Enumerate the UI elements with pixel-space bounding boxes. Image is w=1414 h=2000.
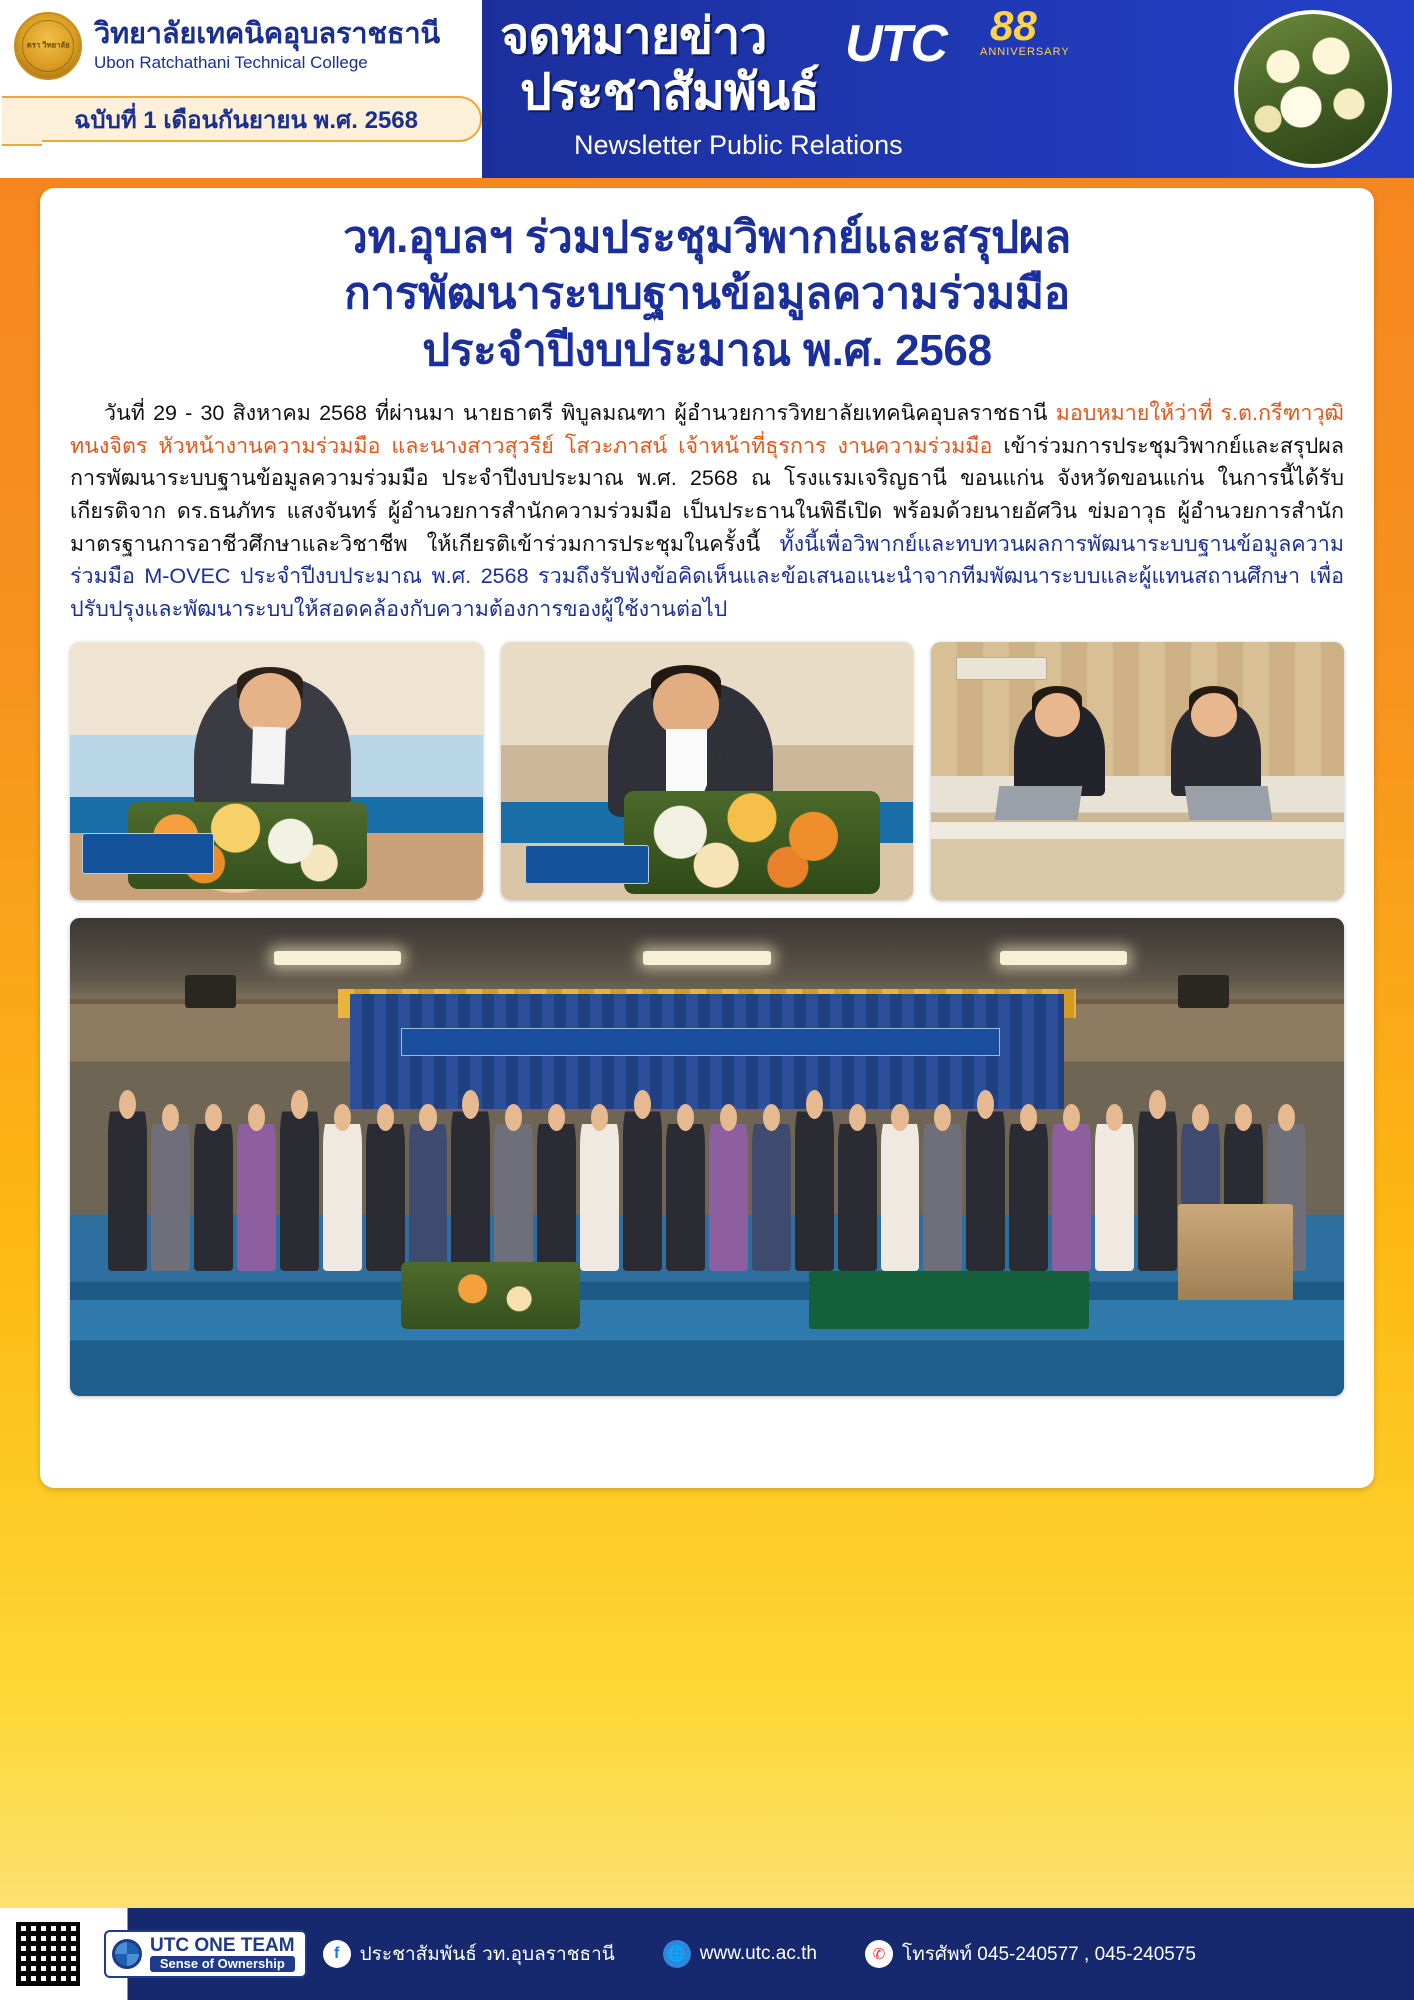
photo4-attendee: [1009, 1104, 1048, 1271]
footer-contact-bar: [104, 1930, 1398, 1978]
photo3-person-a-head: [1035, 693, 1080, 737]
photo4-ceiling-light-3: [1000, 951, 1127, 965]
photo4-ceiling-light-1: [274, 951, 401, 965]
masthead-title-th-line2: ประชาสัมพันธ์: [520, 64, 819, 120]
photo4-green-table-cloth: [809, 1271, 1089, 1328]
body-segment-4-highlight: ทั้งนี้เพื่อวิพากย์และทบทวนผลการพัฒนาระบบฐานข้อมูลความร่วมมือ M-OVEC ประจำปีงบประมาณ พ.ศ. 2568 รวมถึงรับฟังข้อคิดเห็นและข้อเสนอแนะนำจากทีมพัฒนาระบบและผู้แทนสถานศึกษา เพื่อปรับปรุงและพัฒนาระบบให้สอดคล้องกับความต้องการของผู้ใช้งานต่อไป: [70, 531, 1344, 621]
qr-code-icon[interactable]: [14, 1920, 82, 1988]
photo4-attendee: [1052, 1104, 1091, 1271]
photo4-group-of-attendees: [108, 1090, 1306, 1272]
facebook-contact[interactable]: [323, 1939, 615, 1969]
photo4-attendee: [1138, 1090, 1177, 1272]
photo4-podium: [1178, 1204, 1293, 1309]
masthead-title-en: Newsletter Public Relations: [574, 130, 903, 160]
one-team-text: [150, 1936, 295, 1972]
college-names: [94, 19, 440, 73]
photo3-wall-sign: [956, 657, 1047, 680]
photo4-attendee: [666, 1104, 705, 1271]
facebook-icon: f: [323, 1940, 351, 1968]
body-segment-3: เข้าร่วมการประชุมวิพากย์และสรุปผลการพัฒนาระบบฐานข้อมูลความร่วมมือ ประจำปีงบประมาณ พ.ศ. 2568 ณ โรงแรมเจริญธานี ขอนแก่น จังหวัดขอนแก่น ในการนี้ได้รับเกียรติจาก ดร.ธนภัทร แสงจันทร์ ผู้อำนวยการสำนักความร่วมมือ เป็นประธานในพิธีเปิด พร้อมด้วยนายอัศวิน ข่มอาวุธ ผู้อำนวยการสำนักมาตรฐานการอาชีวศึกษาและวิชาชีพ ให้เกียรติเข้าร่วมการประชุมในครั้งนี้: [70, 433, 1344, 556]
headline-line-1: วท.อุบลฯ ร่วมประชุมวิพากย์และสรุปผล: [343, 213, 1071, 262]
photo3-table: [931, 822, 1344, 899]
photo4-attendee: [709, 1104, 748, 1271]
utc-anniversary-label: ANNIVERSARY: [980, 46, 1070, 58]
photo4-attendee: [194, 1104, 233, 1271]
page-title: [70, 210, 1344, 379]
photo2-flower-arrangement: [624, 791, 880, 894]
newsletter-footer: [0, 1908, 1414, 2000]
photo4-attendee: [580, 1104, 619, 1271]
one-team-subtitle: Sense of Ownership: [150, 1956, 295, 1972]
utc-one-team-badge: [104, 1930, 307, 1978]
college-name-th: วิทยาลัยเทคนิคอุบลราชธานี: [94, 17, 441, 50]
college-seal-label: ตรา วิทยาลัย: [26, 41, 70, 50]
phone-label: โทรศัพท์ 045-240577 , 045-240575: [901, 1943, 1197, 1965]
gear-icon: [112, 1939, 142, 1969]
utc-logo-text: UTC: [845, 15, 946, 73]
photo4-attendee: [881, 1104, 920, 1271]
phone-contact: [865, 1939, 1196, 1969]
headline-line-3: ประจำปีงบประมาณ พ.ศ. 2568: [422, 325, 992, 375]
photo4-attendee: [1095, 1104, 1134, 1271]
college-name-en: Ubon Ratchathani Technical College: [94, 52, 368, 72]
headline-line-2: การพัฒนาระบบฐานข้อมูลความร่วมมือ: [344, 269, 1070, 319]
photo4-attendee: [537, 1104, 576, 1271]
photo4-attendee: [409, 1104, 448, 1271]
photo3-laptop-right: [1185, 786, 1272, 820]
one-team-title: UTC ONE TEAM: [150, 1935, 295, 1957]
college-logo-row: [14, 12, 482, 80]
photo4-attendee: [752, 1104, 791, 1271]
masthead-title-th-line1: จดหมายข่าว: [500, 8, 767, 64]
photo4-attendee: [237, 1104, 276, 1271]
globe-icon: 🌐: [663, 1940, 691, 1968]
header-masthead: [470, 0, 1414, 178]
photo1-person-shirt: [251, 726, 286, 784]
header-identity-block: [0, 0, 482, 178]
photo2-person-shirt: [666, 729, 707, 791]
photo4-attendee: [323, 1104, 362, 1271]
photo2-nameplate: [525, 845, 649, 884]
photo-speaker-podium: [501, 642, 914, 900]
newsletter-header: [0, 0, 1414, 178]
photo4-attendee: [623, 1090, 662, 1272]
photo3-person-b-head: [1191, 693, 1236, 737]
photo1-person-head: [239, 673, 301, 735]
photo4-attendee: [108, 1090, 147, 1272]
facebook-label: ประชาสัมพันธ์ วท.อุบลราชธานี: [359, 1943, 615, 1965]
photo4-attendee: [795, 1090, 834, 1272]
photo4-attendee: [280, 1090, 319, 1272]
body-segment-1: วันที่ 29 - 30 สิงหาคม 2568 ที่ผ่านมา นายธาตรี พิบูลมณฑา ผู้อำนวยการวิทยาลัยเทคนิคอุบลราชธานี: [104, 400, 1056, 425]
photo1-nameplate: [82, 833, 214, 874]
photo4-attendee: [151, 1104, 190, 1271]
college-seal-icon: [14, 12, 82, 80]
photo-director-opening: [70, 642, 483, 900]
photo4-attendee: [366, 1104, 405, 1271]
body-segment-2-highlight: มอบหมายให้ว่าที่ ร.ต.กรีฑาวุฒิ ทนงจิตร หัวหน้างานความร่วมมือ และนางสาวสุวรีย์ โสวะภาสน์ เจ้าหน้าที่ธุรการ งานความร่วมมือ: [70, 400, 1344, 458]
photo4-attendee: [838, 1104, 877, 1271]
utc-anniversary-number: 88: [990, 2, 1037, 49]
photo4-table-flowers: [401, 1262, 579, 1329]
photo4-ceiling-light-2: [643, 951, 770, 965]
photo4-event-banner: [401, 1028, 1000, 1057]
website-contact[interactable]: [663, 1940, 817, 1968]
photo4-attendee: [451, 1090, 490, 1272]
photo4-attendee: [966, 1090, 1005, 1272]
photo4-speaker-left: [185, 975, 236, 1008]
issue-badge: ฉบับที่ 1 เดือนกันยายน พ.ศ. 2568: [14, 96, 482, 142]
photo-group-conference: [70, 918, 1344, 1396]
article-body: [70, 397, 1344, 626]
photo-row: [70, 642, 1344, 900]
photo4-attendee: [923, 1104, 962, 1271]
photo-staff-laptops: [931, 642, 1344, 900]
photo4-attendee: [494, 1104, 533, 1271]
photo4-speaker-right: [1178, 975, 1229, 1008]
article-card: [40, 188, 1374, 1488]
photo3-laptop-left: [995, 786, 1082, 820]
photo4-front-table: [70, 1300, 1344, 1396]
phone-icon: ✆: [865, 1940, 893, 1968]
website-label: www.utc.ac.th: [699, 1942, 817, 1964]
photo2-person-head: [653, 673, 719, 738]
flower-photo-icon: [1234, 10, 1392, 168]
